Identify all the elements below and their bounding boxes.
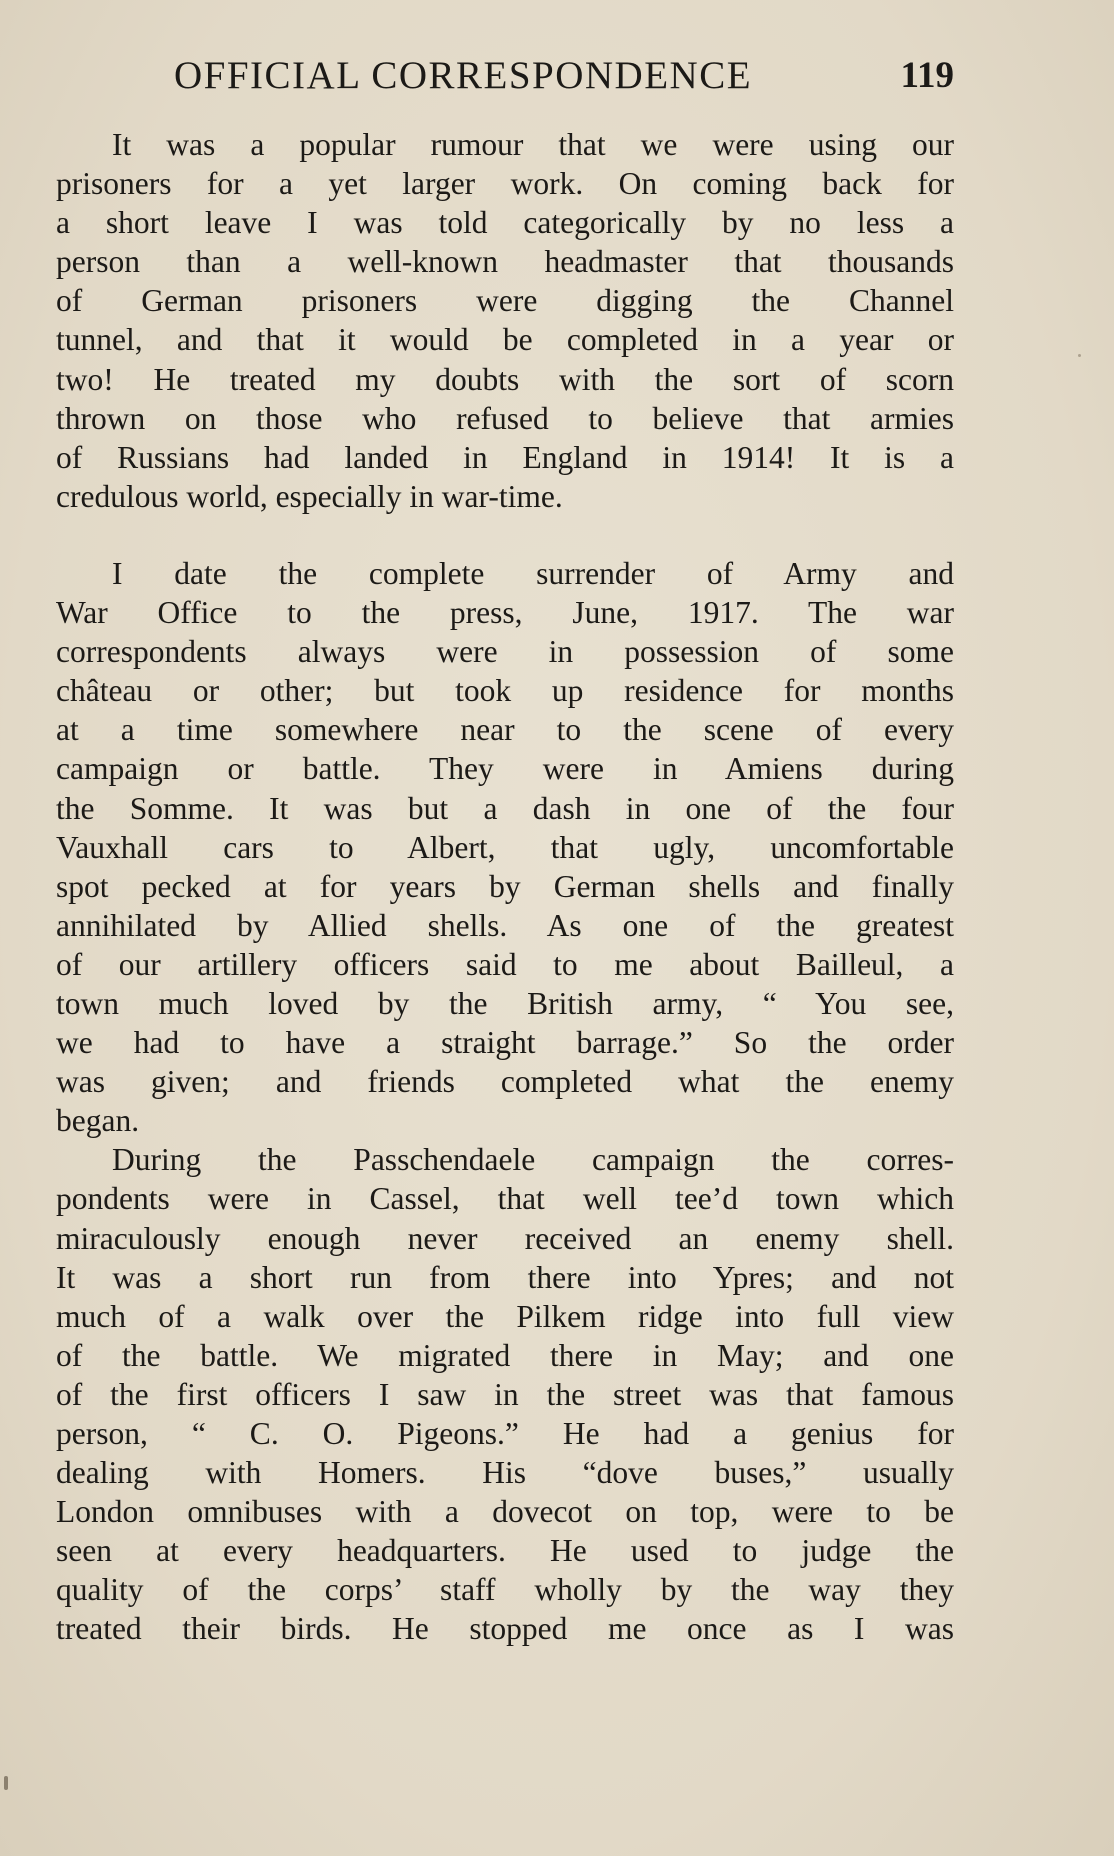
text-line: person than a well-known headmaster that thousands [56, 244, 954, 280]
text-line: of German prisoners were digging the Channel [56, 283, 954, 319]
text-line: person, “ C. O. Pigeons.” He had a genius for [56, 1416, 954, 1451]
text-line: of Russians had landed in England in 1914! It is a [56, 439, 954, 475]
text-line: of our artillery officers said to me about Bailleul, a [56, 946, 954, 982]
text-line: During the Passchendaele campaign the corres- [112, 1142, 954, 1178]
text-line: correspondents always were in possession of some [56, 634, 954, 670]
paper-speck [1078, 354, 1081, 357]
paragraph [56, 125, 954, 516]
page-number: 119 [900, 55, 954, 96]
text-line: credulous world, especially in war-time. [56, 478, 563, 514]
text-line: tunnel, and that it would be completed in a year or [56, 322, 954, 358]
margin-mark [4, 1776, 8, 1790]
text-line: seen at every headquarters. He used to judge the [56, 1533, 954, 1569]
text-line: of the battle. We migrated there in May; and one [56, 1337, 954, 1373]
paragraph [56, 554, 954, 1140]
text-line: miraculously enough never received an enemy shell. [56, 1220, 954, 1256]
text-line: Vauxhall cars to Albert, that ugly, uncomfortable [56, 829, 954, 865]
text-line: the Somme. It was but a dash in one of the four [56, 790, 954, 826]
text-line: of the first officers I saw in the street was that famous [56, 1376, 954, 1412]
text-line: spot pecked at for years by German shells and finally [56, 868, 954, 904]
text-line: quality of the corps’ staff wholly by the way they [56, 1572, 954, 1608]
text-line: War Office to the press, June, 1917. The war [56, 595, 954, 631]
text-line: thrown on those who refused to believe that armies [56, 400, 954, 436]
text-line: town much loved by the British army, “ You see, [56, 985, 954, 1021]
text-line: I date the complete surrender of Army and [112, 555, 954, 591]
text-line: annihilated by Allied shells. As one of the greatest [56, 907, 954, 943]
running-title: OFFICIAL CORRESPONDENCE [174, 54, 753, 97]
text-line: we had to have a straight barrage.” So the order [56, 1025, 954, 1061]
text-line: prisoners for a yet larger work. On coming back for [56, 166, 954, 202]
text-line: a short leave I was told categorically by no less a [56, 205, 954, 241]
text-line: It was a short run from there into Ypres; and not [56, 1259, 954, 1295]
text-line: much of a walk over the Pilkem ridge into full view [56, 1298, 954, 1334]
text-line: dealing with Homers. His “dove buses,” usually [56, 1455, 954, 1491]
body-text [56, 125, 954, 1649]
text-line: two! He treated my doubts with the sort of scorn [56, 361, 954, 397]
text-line: began. [56, 1103, 140, 1139]
paragraph-gap [56, 516, 954, 554]
text-line: treated their birds. He stopped me once as I was [56, 1611, 954, 1647]
text-line: at a time somewhere near to the scene of every [56, 712, 954, 748]
text-line: It was a popular rumour that we were using our [112, 127, 954, 162]
text-line: pondents were in Cassel, that well tee’d town which [56, 1181, 954, 1217]
running-head [56, 46, 954, 106]
text-line: campaign or battle. They were in Amiens during [56, 751, 954, 787]
paragraph [56, 1140, 954, 1648]
text-line: was given; and friends completed what the enemy [56, 1064, 954, 1100]
text-line: London omnibuses with a dovecot on top, were to be [56, 1494, 954, 1530]
text-line: château or other; but took up residence for months [56, 673, 954, 709]
